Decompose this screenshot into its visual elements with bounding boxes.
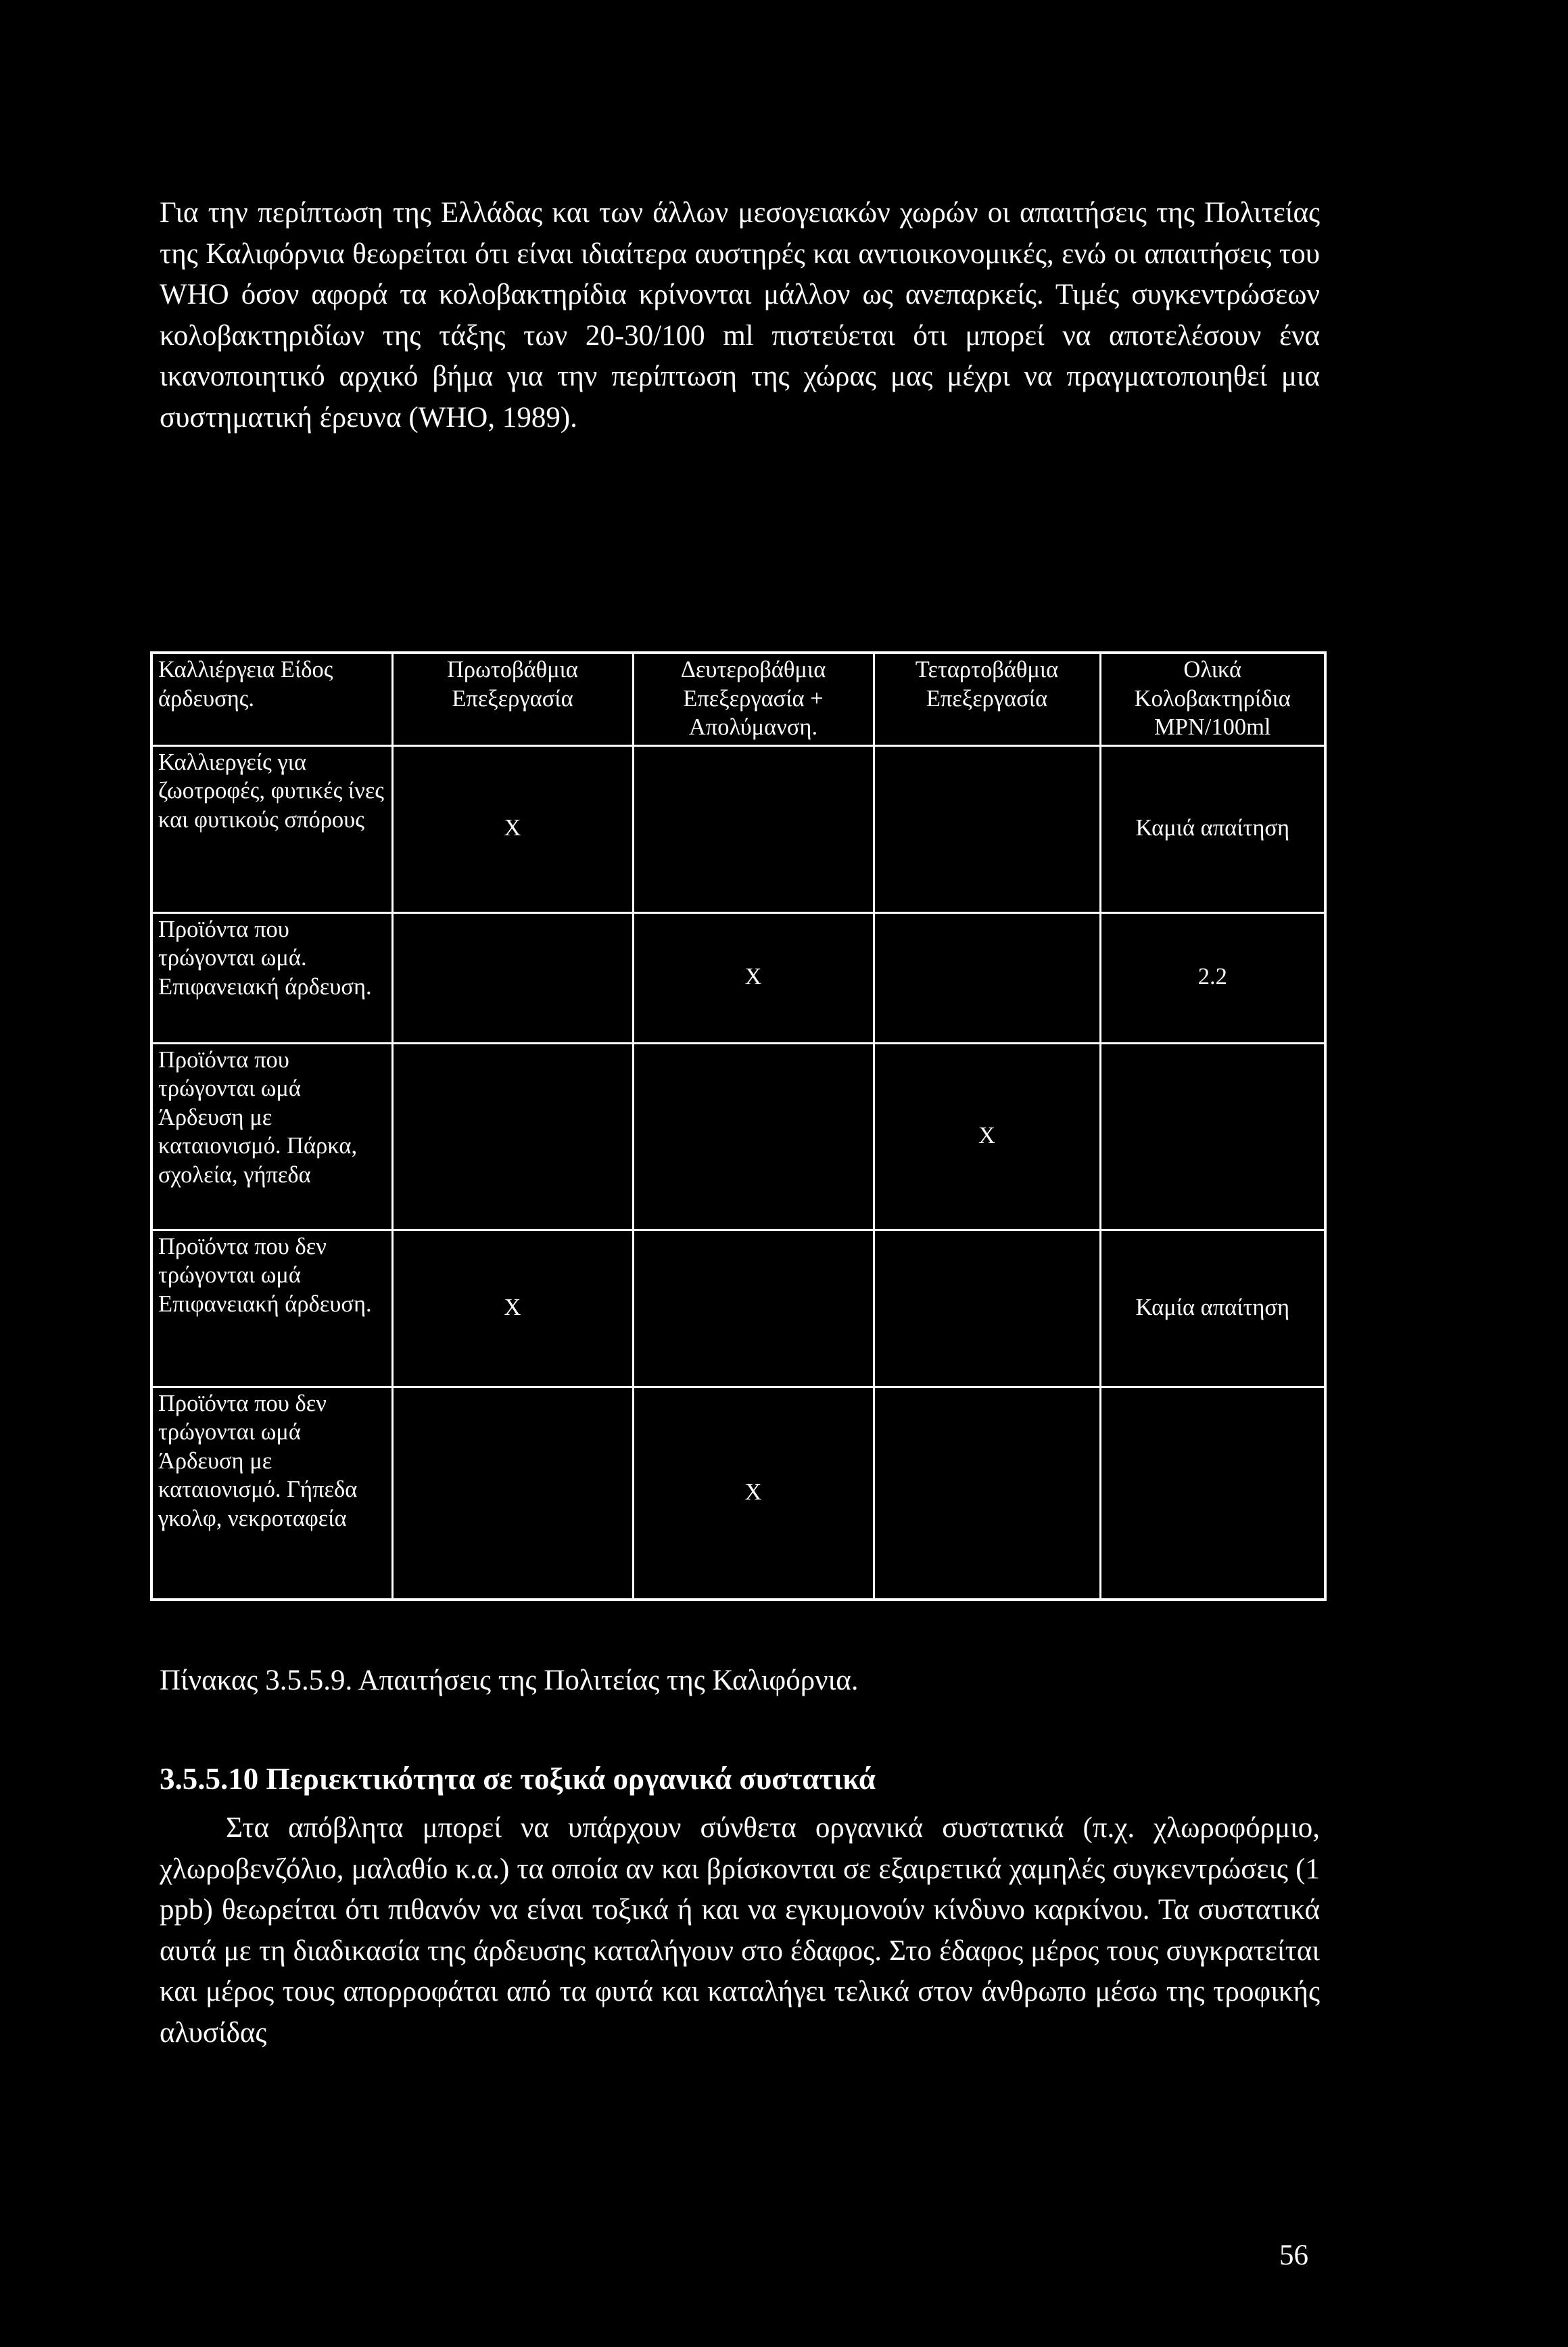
tertiary-cell (874, 912, 1100, 1043)
tertiary-cell (874, 745, 1100, 912)
section-body: Στα απόβλητα μπορεί να υπάρχουν σύνθετα οργανικά συστατικά (π.χ. χλωροφόρμιο, χλωροβενζόλιο, μαλαθίο κ.α.) τα οποία αν και βρίσκονται σε εξαιρετικά χαμηλές συγκεντρώσεις (1 ppb) θεωρείται ότι πιθανόν να είναι τοξικά ή και να εγκυμονούν κίνδυνο καρκίνου. Τα συστατικά αυτά με τη διαδικασία της άρδευσης καταλήγουν στο έδαφος. Στο έδαφος μέρος τους συγκρατείται και μέρος τους απορροφάται από τα φυτά και καταλήγει τελικά στον άνθρωπο μέσω της τροφικής αλυσίδας (160, 1812, 1320, 2049)
primary-cell (392, 1387, 633, 1600)
tertiary-cell (874, 1230, 1100, 1387)
primary-cell (392, 912, 633, 1043)
header-crop-irrigation: Καλλιέργεια Είδος άρδευσης. (151, 653, 392, 745)
coliform-cell: Καμιά απαίτηση (1100, 745, 1325, 912)
row-crop-cell: Προϊόντα που τρώγονται ωμά Άρδευση με καταιονισμό. Πάρκα, σχολεία, γήπεδα (151, 1043, 392, 1230)
intro-paragraph: Για την περίπτωση της Ελλάδας και των άλλων μεσογειακών χωρών οι απαιτήσεις της Πολιτείας της Καλιφόρνια θεωρείται ότι είναι ιδιαίτερα αυστηρές και αντιοικονομικές, ενώ οι απαιτήσεις του WHO όσον αφορά τα κολοβακτηρίδια κρίνονται μάλλον ως ανεπαρκείς. Τιμές συγκεντρώσεων κολοβακτηριδίων της τάξης των 20-30/100 ml πιστεύεται ότι μπορεί να αποτελέσουν ένα ικανοποιητικό αρχικό βήμα για την περίπτωση της χώρας μας μέχρι να πραγματοποιηθεί μια συστηματική έρευνα (WHO, 1989). (160, 197, 1320, 434)
coliform-cell: 2.2 (1100, 912, 1325, 1043)
secondary-cell: X (633, 1387, 874, 1600)
table-row (151, 1230, 1325, 1387)
section-heading: 3.5.5.10 Περιεκτικότητα σε τοξικά οργανικά συστατικά (160, 1762, 876, 1796)
coliform-cell: Καμία απαίτηση (1100, 1230, 1325, 1387)
primary-cell (392, 1043, 633, 1230)
tertiary-cell: X (874, 1043, 1100, 1230)
table-row (151, 745, 1325, 912)
table-caption: Πίνακας 3.5.5.9. Απαιτήσεις της Πολιτείας της Καλιφόρνια. (160, 1665, 859, 1696)
secondary-cell (633, 1230, 874, 1387)
coliform-cell (1100, 1043, 1325, 1230)
table-header-row (151, 653, 1325, 745)
secondary-cell (633, 745, 874, 912)
header-secondary-treatment: Δευτεροβάθμια Επεξεργασία + Απολύμανση. (633, 653, 874, 745)
secondary-cell: X (633, 912, 874, 1043)
table-row (151, 1043, 1325, 1230)
tertiary-cell (874, 1387, 1100, 1600)
california-requirements-table (150, 651, 1327, 1601)
row-crop-cell: Προϊόντα που τρώγονται ωμά. Επιφανειακή άρδευση. (151, 912, 392, 1043)
row-crop-cell: Καλλιεργείς για ζωοτροφές, φυτικές ίνες και φυτικούς σπόρους (151, 745, 392, 912)
coliform-cell (1100, 1387, 1325, 1600)
primary-cell: X (392, 745, 633, 912)
page-number: 56 (1279, 2239, 1308, 2271)
header-total-coliforms: Ολικά Κολοβακτηρίδια MPN/100ml (1100, 653, 1325, 745)
primary-cell: X (392, 1230, 633, 1387)
table-row (151, 1387, 1325, 1600)
table-row (151, 912, 1325, 1043)
row-crop-cell: Προϊόντα που δεν τρώγονται ωμά Επιφανειακή άρδευση. (151, 1230, 392, 1387)
secondary-cell (633, 1043, 874, 1230)
header-tertiary-treatment: Τεταρτοβάθμια Επεξεργασία (874, 653, 1100, 745)
row-crop-cell: Προϊόντα που δεν τρώγονται ωμά Άρδευση με καταιονισμό. Γήπεδα γκολφ, νεκροταφεία (151, 1387, 392, 1600)
header-primary-treatment: Πρωτοβάθμια Επεξεργασία (392, 653, 633, 745)
